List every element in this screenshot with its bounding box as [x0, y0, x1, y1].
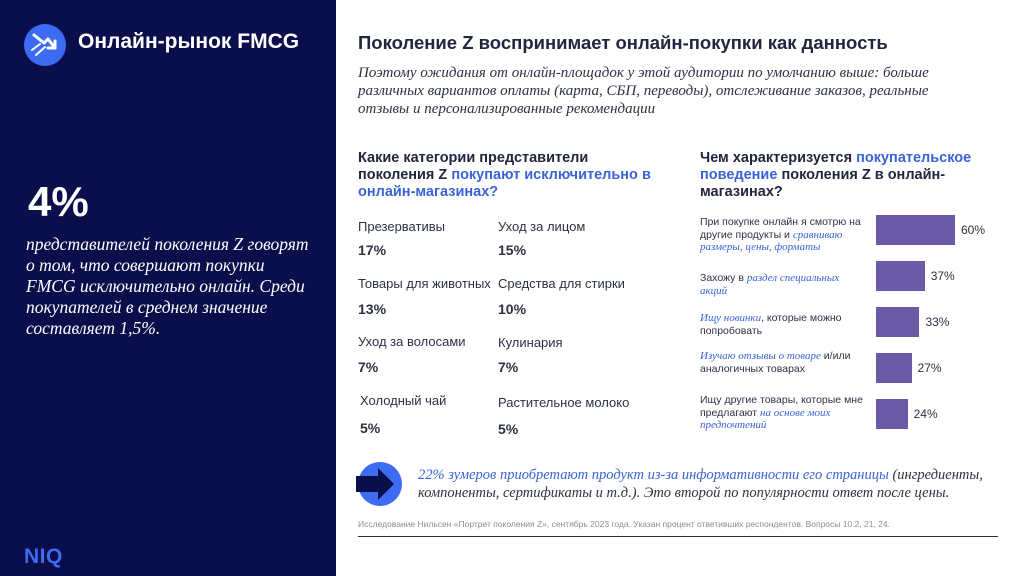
bar — [876, 215, 955, 245]
bar-label-emphasis: раздел специальных акций — [700, 272, 840, 297]
categories-heading-accent: покупают исключительно в онлайн-магазинах? — [358, 167, 651, 200]
bar — [876, 353, 912, 383]
behavior-heading-plain: Чем характеризуется — [700, 150, 857, 166]
categories-heading — [358, 150, 658, 201]
category-value: 10% — [498, 301, 527, 317]
bar-value-label: 24% — [913, 407, 938, 421]
category-value: 13% — [358, 301, 387, 317]
bar — [876, 307, 919, 337]
footer-divider — [358, 536, 998, 537]
bar-value-label: 60% — [961, 223, 986, 237]
bar-label-text: При покупке онлайн я смотрю на другие продукты и — [700, 216, 861, 241]
bar-label-emphasis: сравниваю размеры, цены, форматы — [700, 228, 843, 253]
footnote: Исследование Нильсен «Портрет поколения Z», сентябрь 2023 года. Указан процент ответивших респондентов. Вопросы 10.2, 21, 24. — [358, 519, 891, 529]
category-label: Уход за лицом — [498, 219, 586, 234]
bar-value-label: 33% — [925, 315, 950, 329]
bar-category-label — [700, 312, 865, 337]
category-value: 5% — [360, 420, 381, 436]
stat-description: представителей поколения Z говорят о том, что совершают покупки FMCG исключительно онлайн. Среди покупателей в среднем значение составляет 1,5%. — [26, 234, 309, 338]
category-value: 5% — [498, 421, 519, 437]
left-panel — [0, 0, 336, 576]
bar — [876, 261, 925, 291]
bar — [876, 399, 908, 429]
bar-category-label — [700, 216, 865, 254]
bar-label-text: Ищу другие товары, которые мне предлагают — [700, 394, 863, 419]
category-value: 7% — [498, 359, 519, 375]
category-label: Товары для животных — [358, 276, 491, 291]
niq-logo: NIQ — [24, 545, 63, 568]
bar-label-emphasis: Ищу новинки — [700, 312, 762, 324]
bar-label-text: и/или аналогичных товарах — [700, 350, 851, 375]
bar-value-label: 37% — [930, 269, 955, 283]
bar-category-label — [700, 394, 865, 432]
bar-label-emphasis: Изучаю отзывы о товаре — [700, 350, 821, 362]
category-value: 15% — [498, 242, 527, 258]
arrow-right-icon — [354, 466, 402, 502]
behavior-heading-plain-end: поколения Z в онлайн-магазинах? — [700, 167, 946, 200]
category-label: Презервативы — [358, 219, 445, 234]
big-stat: 4% — [28, 178, 89, 225]
insight-rest: (ингредиенты, компоненты, сертификаты и т.д.). Это второй по популярности ответ после цены. — [418, 467, 983, 501]
insight-accent: 22% зумеров приобретают продукт из-за информативности его страницы — [418, 467, 889, 483]
category-value: 17% — [358, 242, 387, 258]
bar-label-text: Захожу в — [700, 272, 747, 284]
bar-category-label — [700, 272, 865, 297]
category-label: Средства для стирки — [498, 276, 625, 291]
categories-heading-plain: Какие категории представители поколения Z — [358, 150, 589, 183]
category-label: Холодный чай — [360, 393, 447, 408]
page-subtitle: Поэтому ожидания от онлайн-площадок у этой аудитории по умолчанию выше: больше различных вариантов оплаты (карта, СБП, переводы), отслеживание заказов, реальные отзывы и персонализированные рекомендации — [358, 65, 929, 117]
category-label: Растительное молоко — [498, 395, 630, 410]
bar-value-label: 27% — [917, 361, 942, 375]
category-value: 7% — [358, 359, 379, 375]
insight-text — [418, 467, 998, 502]
market-arrow-icon — [24, 24, 66, 66]
brand-title: Онлайн-рынок FMCG — [78, 30, 300, 53]
behavior-heading — [700, 150, 990, 201]
bar-label-emphasis: на основе моих предпочтений — [700, 406, 831, 431]
behavior-heading-accent: покупательское поведение — [700, 150, 972, 183]
category-label: Кулинария — [498, 335, 563, 350]
bar-label-text: , которые можно попробовать — [700, 312, 842, 337]
page-title: Поколение Z воспринимает онлайн-покупки как данность — [358, 32, 888, 53]
category-label: Уход за волосами — [358, 334, 466, 349]
bar-category-label — [700, 350, 865, 375]
